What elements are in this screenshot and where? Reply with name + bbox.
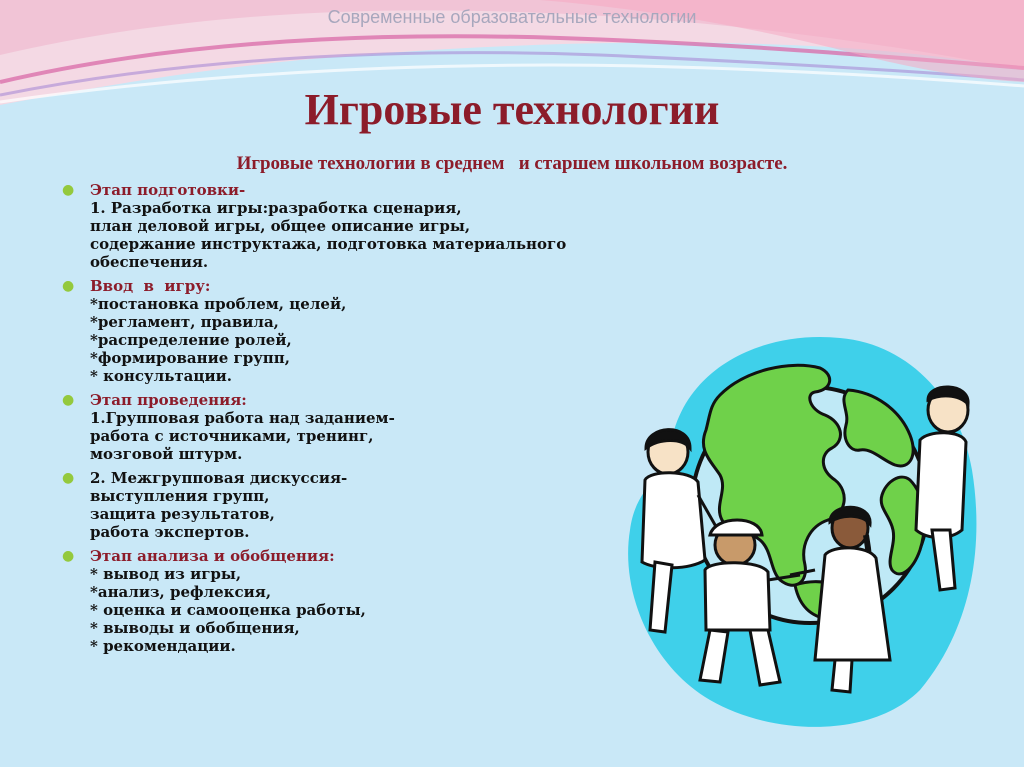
stage-line: * консультации. (90, 367, 232, 385)
bullet-icon: ● (62, 548, 75, 564)
stage-line: *постановка проблем, целей, (90, 295, 347, 313)
stage-item (62, 547, 662, 655)
stage-line: работа экспертов. (90, 523, 250, 541)
slide-title: Игровые технологии (304, 85, 720, 134)
stage-line: содержание инструктажа, подготовка материального обеспечения. (90, 235, 567, 271)
stage-title: Ввод в игру: (90, 277, 211, 295)
stage-line: мозговой штурм. (90, 445, 243, 463)
stage-title: Этап подготовки- (90, 181, 246, 199)
bullet-icon: ● (62, 278, 75, 294)
bullet-icon: ● (62, 182, 75, 198)
stage-line: 1.Групповая работа над заданием- (90, 409, 395, 427)
stage-line: *распределение ролей, (90, 331, 292, 349)
presentation-header: Современные образовательные технологии (327, 7, 697, 27)
stage-line: * рекомендации. (90, 637, 236, 655)
stage-item (62, 277, 662, 385)
stage-item (62, 181, 662, 271)
stage-line: выступления групп, (90, 487, 270, 505)
stage-line: * оценка и самооценка работы, (90, 601, 366, 619)
stage-line: * вывод из игры, (90, 565, 242, 583)
stage-line: *регламент, правила, (90, 313, 279, 331)
stage-line: *анализ, рефлексия, (90, 583, 272, 601)
stage-item (62, 391, 662, 463)
stages-list (62, 181, 662, 661)
stage-line: план деловой игры, общее описание игры, (90, 217, 471, 235)
stage-line: * выводы и обобщения, (90, 619, 300, 637)
children-around-globe-icon (610, 330, 990, 740)
stage-item (62, 469, 662, 541)
stage-title: Этап анализа и обобщения: (90, 547, 335, 565)
stage-line: 2. Межгрупповая дискуссия- (90, 469, 348, 487)
bullet-icon: ● (62, 392, 75, 408)
bullet-icon: ● (62, 470, 75, 486)
stage-title: Этап проведения: (90, 391, 247, 409)
slide-subtitle: Игровые технологии в среднем и старшем школьном возрасте. (236, 153, 788, 174)
stage-line: защита результатов, (90, 505, 275, 523)
stage-line: *формирование групп, (90, 349, 290, 367)
stage-line: работа с источниками, тренинг, (90, 427, 374, 445)
stage-line: 1. Разработка игры:разработка сценария, (90, 199, 462, 217)
